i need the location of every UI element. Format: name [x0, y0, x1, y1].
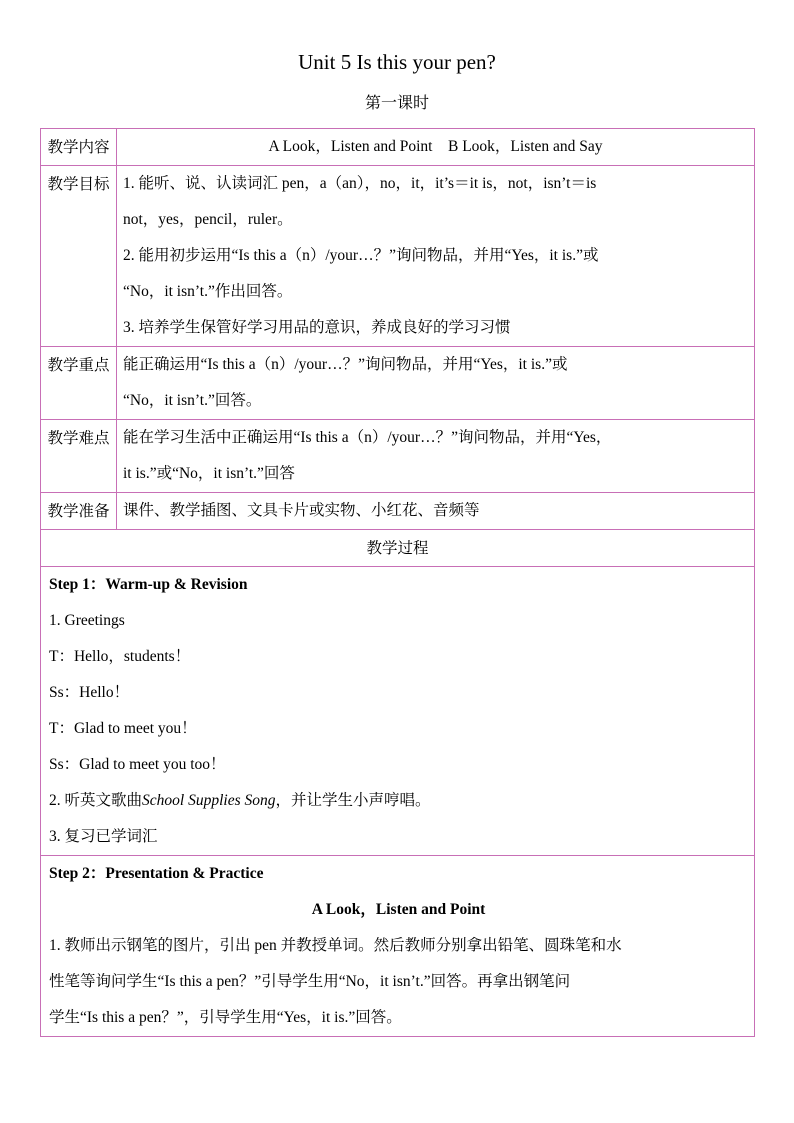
- label-key-points: 教学重点: [41, 347, 117, 420]
- song-prefix: 2. 听英文歌曲: [49, 792, 143, 809]
- difficulty-line: it is.”或“No，it isn’t.”回答: [123, 465, 295, 482]
- step2-subheading: A Look，Listen and Point: [311, 901, 486, 918]
- key-point-line: “No，it isn’t.”回答。: [123, 392, 262, 409]
- row-content: [41, 129, 755, 166]
- difficulty-line: 能在学习生活中正确运用“Is this a（n）/your…？”询问物品，并用“Yes，: [123, 429, 612, 446]
- lesson-period: 第一课时: [364, 93, 429, 112]
- label-goals: 教学目标: [41, 166, 117, 347]
- goal-line: “No，it isn’t.”作出回答。: [123, 283, 293, 300]
- step1-heading: Step 1：Warm-up & Revision: [49, 576, 248, 593]
- step1-line: Ss：Hello！: [49, 684, 130, 701]
- row-difficulties: [41, 420, 755, 493]
- difficulties-text: [117, 420, 755, 493]
- process-heading: 教学过程: [41, 530, 755, 567]
- key-point-line: 能正确运用“Is this a（n）/your…？”询问物品，并用“Yes，it is.”或: [123, 356, 568, 373]
- song-suffix: ，并让学生小声哼唱。: [275, 792, 431, 809]
- song-title: School Supplies Song: [142, 792, 276, 809]
- step2-cell: [41, 856, 755, 1037]
- row-preparation: [41, 493, 755, 530]
- step1-line: Ss：Glad to meet you too！: [49, 756, 226, 773]
- goal-line: 2. 能用初步运用“Is this a（n）/your…？”询问物品，并用“Yes，it is.”或: [123, 247, 599, 264]
- step2-line: 性笔等询问学生“Is this a pen？”引导学生用“No，it isn’t.”回答。再拿出钢笔问: [49, 973, 571, 990]
- step1-line: T：Glad to meet you！: [49, 720, 197, 737]
- label-difficulties: 教学难点: [41, 420, 117, 493]
- goal-line: 1. 能听、说、认读词汇 pen，a（an），no，it，it’s＝it is，not，isn’t＝is: [123, 175, 597, 192]
- step1-cell: [41, 567, 755, 856]
- label-preparation: 教学准备: [41, 493, 117, 530]
- row-key-points: [41, 347, 755, 420]
- review-line: 3. 复习已学词汇: [49, 828, 158, 845]
- row-step2: [41, 856, 755, 1037]
- row-goals: [41, 166, 755, 347]
- goal-line: not，yes，pencil，ruler。: [123, 211, 293, 228]
- song-line: [49, 783, 748, 819]
- row-step1: [41, 567, 755, 856]
- step2-line: 1. 教师出示钢笔的图片，引出 pen 并教授单词。然后教师分别拿出铅笔、圆珠笔和水: [49, 937, 622, 954]
- goals-text: [117, 166, 755, 347]
- document-title: Unit 5 Is this your pen?: [298, 50, 496, 74]
- lesson-plan-table: [40, 128, 755, 1037]
- content-text: A Look，Listen and Point B Look，Listen and Say: [117, 129, 755, 166]
- label-content: 教学内容: [41, 129, 117, 166]
- goal-line: 3. 培养学生保管好学习用品的意识，养成良好的学习习惯: [123, 319, 511, 336]
- preparation-text: 课件、教学插图、文具卡片或实物、小红花、音频等: [117, 493, 755, 530]
- step1-line: 1. Greetings: [49, 612, 125, 629]
- key-points-text: [117, 347, 755, 420]
- step2-line: 学生“Is this a pen？”，引导学生用“Yes，it is.”回答。: [49, 1009, 402, 1026]
- step1-line: T：Hello，students！: [49, 648, 191, 665]
- row-process-heading: [41, 530, 755, 567]
- step2-heading: Step 2：Presentation & Practice: [49, 865, 264, 882]
